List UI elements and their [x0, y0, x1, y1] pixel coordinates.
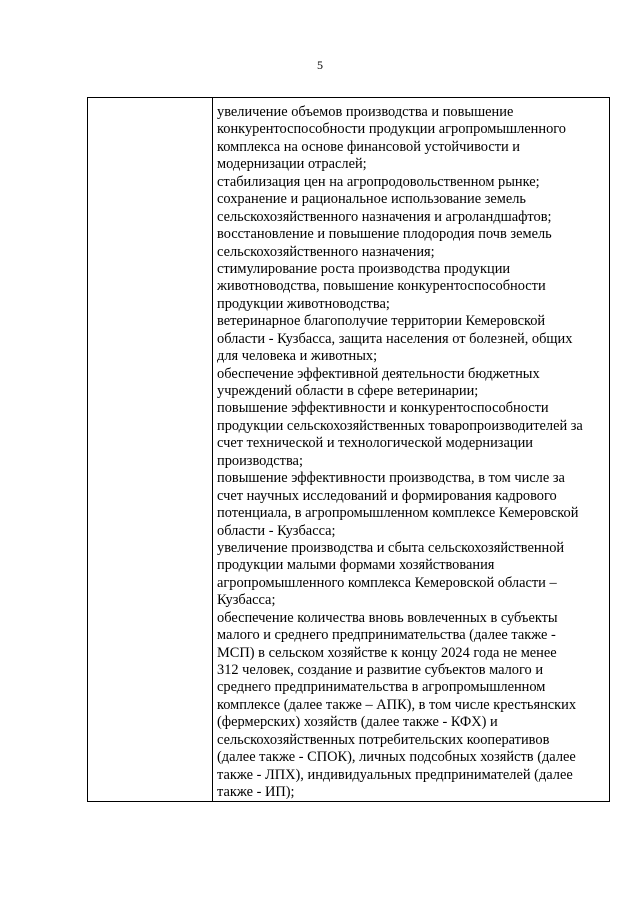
text-line: сельскохозяйственного назначения и агроландшафтов; — [217, 208, 552, 225]
text-line: для человека и животных; — [217, 348, 378, 365]
text-line: Кузбасса; — [217, 592, 276, 609]
text-line: модернизации отраслей; — [217, 156, 367, 173]
text-line: стимулирование роста производства продукции — [217, 260, 511, 277]
text-line: сохранение и рациональное использование земель — [217, 191, 526, 208]
table-left-cell — [88, 98, 213, 801]
text-line: счет научных исследований и формирования кадрового — [217, 487, 557, 504]
text-line: 312 человек, создание и развитие субъектов малого и — [217, 662, 544, 678]
text-line: конкурентоспособности продукции агропромышленного — [217, 121, 567, 138]
text-line: также - ЛПХ), индивидуальных предпринимателей (далее — [217, 766, 573, 783]
text-line: увеличение объемов производства и повышение — [217, 104, 514, 120]
text-line: учреждений области в сфере ветеринарии; — [217, 383, 479, 399]
page-number: 5 — [317, 58, 323, 72]
text-line: продукции малыми формами хозяйствования — [217, 557, 495, 574]
text-line: комплекса на основе финансовой устойчивости и — [217, 138, 520, 155]
text-line: малого и среднего предпринимательства (далее также - — [217, 627, 556, 644]
text-line: ветеринарное благополучие территории Кемеровской — [217, 313, 546, 330]
text-line: сельскохозяйственного назначения; — [217, 243, 435, 260]
text-line: производства; — [217, 452, 303, 469]
text-line: повышение эффективности производства, в том числе за — [217, 470, 565, 487]
text-line: агропромышленного комплекса Кемеровской области – — [217, 574, 557, 591]
text-line: комплексе (далее также – АПК), в том числе крестьянских — [217, 696, 577, 713]
text-line: продукции сельскохозяйственных товаропроизводителей за — [217, 417, 583, 434]
text-line: потенциала, в агропромышленном комплексе Кемеровской — [217, 505, 579, 522]
table-right-cell — [213, 98, 609, 801]
text-line: области - Кузбасса, защита населения от болезней, общих — [217, 330, 573, 347]
text-line: (далее также - СПОК), личных подсобных хозяйств (далее — [217, 749, 576, 766]
text-line: продукции животноводства; — [217, 295, 390, 312]
text-line: (фермерских) хозяйств (далее также - КФХ) и — [217, 714, 498, 731]
text-line: счет технической и технологической модернизации — [217, 435, 533, 452]
text-line: животноводства, повышение конкурентоспособности — [217, 278, 546, 295]
text-line: восстановление и повышение плодородия почв земель — [217, 226, 552, 243]
text-line: МСП) в сельском хозяйстве к концу 2024 года не менее — [217, 644, 557, 661]
text-line: также - ИП); — [217, 784, 295, 801]
text-line: стабилизация цен на агропродовольственном рынке; — [217, 173, 540, 190]
text-line: повышение эффективности и конкурентоспособности — [217, 400, 549, 417]
text-line: среднего предпринимательства в агропромышленном — [217, 679, 546, 696]
text-line: обеспечение количества вновь вовлеченных в субъекты — [217, 609, 558, 626]
text-line: сельскохозяйственных потребительских кооперативов — [217, 731, 550, 748]
text-line: обеспечение эффективной деятельности бюджетных — [217, 365, 540, 382]
text-line: области - Кузбасса; — [217, 522, 336, 539]
text-line: увеличение производства и сбыта сельскохозяйственной — [217, 539, 565, 556]
content-table — [87, 97, 610, 802]
